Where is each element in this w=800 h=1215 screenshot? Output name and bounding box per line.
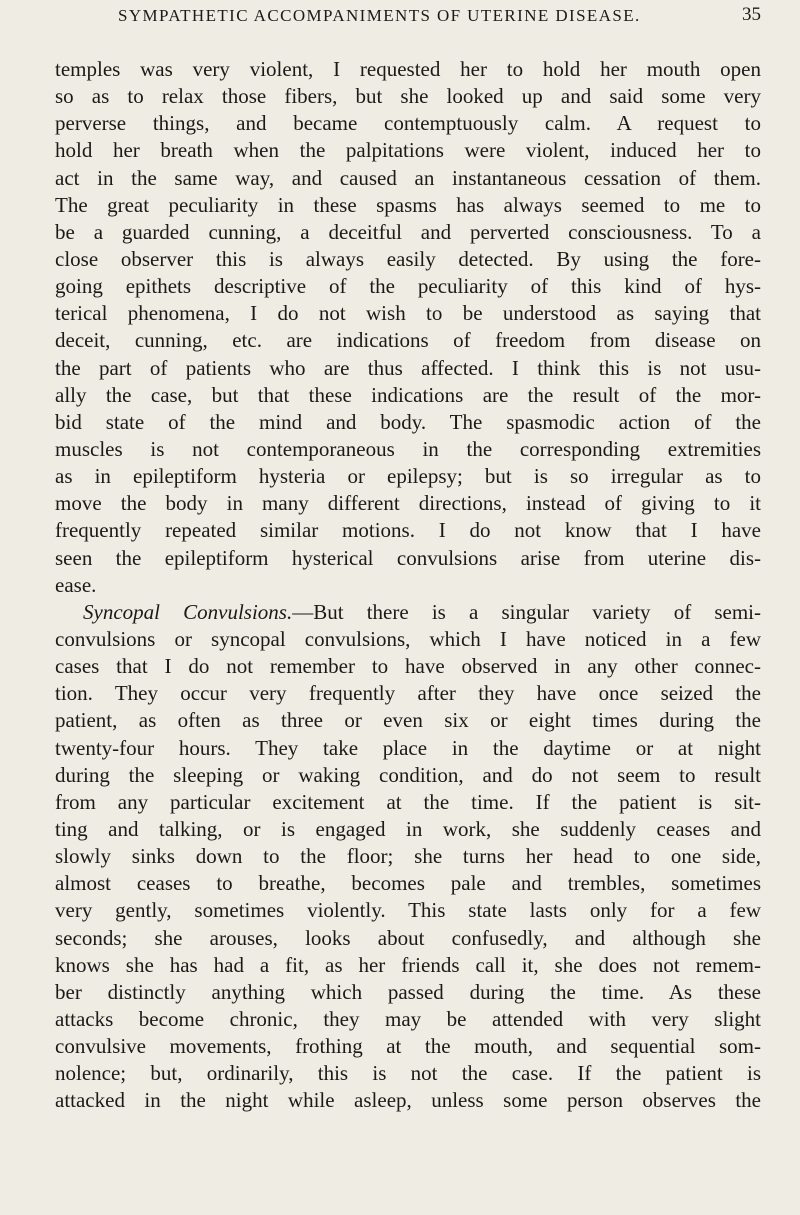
text-line: nolence; but, ordinarily, this is not the case. If the patient is — [55, 1061, 761, 1086]
text-line: so as to relax those fibers, but she looked up and said some very — [55, 84, 761, 109]
text-line: the part of patients who are thus affected. I think this is not usu- — [55, 355, 761, 380]
text-line: ally the case, but that these indications are the result of the mor- — [55, 382, 761, 407]
text-line: close observer this is always easily detected. By using the fore- — [55, 246, 761, 271]
text-line: during the sleeping or waking condition, and do not seem to result — [55, 762, 761, 787]
text-line: attacks become chronic, they may be attended with very slight — [55, 1006, 761, 1031]
text-run: —But there is a singular variety of semi- — [292, 599, 761, 624]
text-line: seconds; she arouses, looks about confusedly, and although she — [55, 925, 761, 950]
paragraph-2 — [55, 599, 761, 1115]
text-line: move the body in many different directions, instead of giving to it — [55, 491, 761, 516]
body-text — [55, 56, 761, 1114]
text-line: convulsions or syncopal convulsions, which I have noticed in a few — [55, 626, 761, 651]
text-line: act in the same way, and caused an instantaneous cessation of them. — [55, 165, 761, 190]
text-line: be a guarded cunning, a deceitful and perverted consciousness. To a — [55, 219, 761, 244]
text-line: frequently repeated similar motions. I do not know that I have — [55, 518, 761, 543]
text-line: perverse things, and became contemptuously calm. A request to — [55, 111, 761, 136]
text-line: temples was very violent, I requested her to hold her mouth open — [55, 57, 761, 81]
text-line: terical phenomena, I do not wish to be understood as saying that — [55, 301, 761, 326]
text-line: as in epileptiform hysteria or epilepsy; but is so irregular as to — [55, 464, 761, 489]
text-line: slowly sinks down to the floor; she turns her head to one side, — [55, 844, 761, 869]
running-title: SYMPATHETIC ACCOMPANIMENTS OF UTERINE DISEASE. — [118, 6, 641, 25]
text-line: attacked in the night while asleep, unless some person observes the — [55, 1088, 761, 1113]
text-line: ease. — [55, 572, 97, 597]
text-line: ber distinctly anything which passed during the time. As these — [55, 979, 761, 1004]
text-line: bid state of the mind and body. The spasmodic action of the — [55, 409, 761, 434]
text-line: muscles is not contemporaneous in the corresponding extremities — [55, 436, 761, 461]
text-line: from any particular excitement at the time. If the patient is sit- — [55, 789, 761, 814]
text-line: patient, as often as three or even six or eight times during the — [55, 708, 761, 733]
section-heading: Syncopal Convulsions. — [83, 599, 293, 624]
text-line: knows she has had a fit, as her friends call it, she does not remem- — [55, 952, 761, 977]
text-line: going epithets descriptive of the peculiarity of this kind of hys- — [55, 274, 761, 299]
text-line: almost ceases to breathe, becomes pale and trembles, sometimes — [55, 871, 761, 896]
text-line: very gently, sometimes violently. This state lasts only for a few — [55, 898, 761, 923]
text-line: tion. They occur very frequently after they have once seized the — [55, 681, 761, 706]
text-line: hold her breath when the palpitations were violent, induced her to — [55, 138, 761, 163]
text-line: The great peculiarity in these spasms has always seemed to me to — [55, 192, 761, 217]
text-line — [55, 599, 761, 626]
text-line: cases that I do not remember to have observed in any other connec- — [55, 654, 761, 679]
text-line: seen the epileptiform hysterical convulsions arise from uterine dis- — [55, 545, 761, 570]
text-line: deceit, cunning, etc. are indications of freedom from disease on — [55, 328, 761, 353]
text-line: ting and talking, or is engaged in work, she suddenly ceases and — [55, 816, 761, 841]
text-line: convulsive movements, frothing at the mouth, and sequential som- — [55, 1034, 761, 1059]
paragraph-1 — [55, 56, 761, 599]
page-number: 35 — [742, 4, 761, 25]
text-line: twenty-four hours. They take place in the daytime or at night — [55, 735, 761, 760]
